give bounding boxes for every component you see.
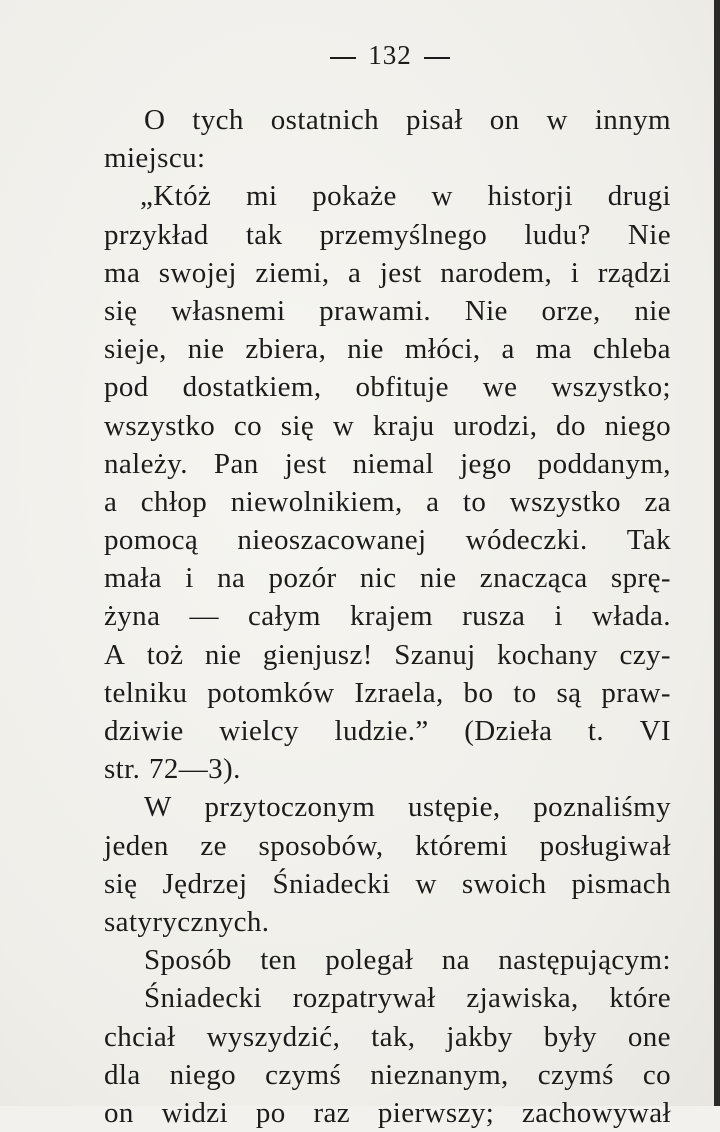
text-line: się Jędrzej Śniadecki w swoich pismach [104, 867, 671, 900]
page-number-dash-right [424, 57, 450, 59]
text-line: dla niego czymś nieznanym, czymś co [104, 1058, 671, 1091]
text-line: ma swojej ziemi, a jest narodem, i rządzi [104, 256, 671, 289]
text-line: pomocą nieoszacowanej wódeczki. Tak [104, 524, 671, 557]
text-line: satyrycznych. [104, 905, 270, 938]
text-line: A toż nie gienjusz! Szanuj kochany czy- [104, 638, 671, 671]
text-line: przykład tak przemyślnego ludu? Nie [104, 218, 671, 251]
text-line: sieje, nie zbiera, nie młóci, a ma chleba [104, 333, 671, 366]
text-line: O tych ostatnich pisał on w innym [144, 104, 671, 136]
page-edge [714, 0, 720, 1106]
text-line: żyna — całym krajem rusza i włada. [104, 600, 671, 633]
text-line: „Któż mi pokaże w historji drugi [140, 180, 671, 213]
text-line: telniku potomków Izraela, bo to są praw- [104, 676, 671, 709]
text-line: dziwie wielcy ludzie.” (Dzieła t. VI [104, 715, 671, 747]
text-line: chciał wyszydzić, tak, jakby były one [104, 1020, 671, 1053]
text-line: a chłop niewolnikiem, a to wszystko za [104, 485, 671, 518]
text-line: str. 72—3). [104, 753, 241, 786]
text-line: wszystko co się w kraju urodzi, do niego [104, 409, 671, 442]
text-line: miejscu: [104, 142, 206, 175]
page-number [0, 40, 720, 71]
text-line: pod dostatkiem, obfituje we wszystko; [104, 371, 671, 404]
text-line: Sposób ten polegał na następującym: [144, 944, 671, 977]
text-line: jeden ze sposobów, któremi posługiwał [104, 829, 671, 862]
text-line: W przytoczonym ustępie, poznaliśmy [144, 791, 671, 824]
text-line: Śniadecki rozpatrywał zjawiska, które [144, 982, 671, 1015]
text-line: on widzi po raz pierwszy; zachowywał [104, 1096, 671, 1129]
text-line: należy. Pan jest niemal jego poddanym, [104, 447, 671, 480]
body-text [104, 101, 671, 1132]
text-line: mała i na pozór nic nie znacząca sprę- [104, 562, 671, 595]
text-line: się własnemi prawami. Nie orze, nie [104, 294, 671, 327]
page-number-dash-left [330, 57, 356, 59]
page-number-value: 132 [368, 40, 412, 70]
